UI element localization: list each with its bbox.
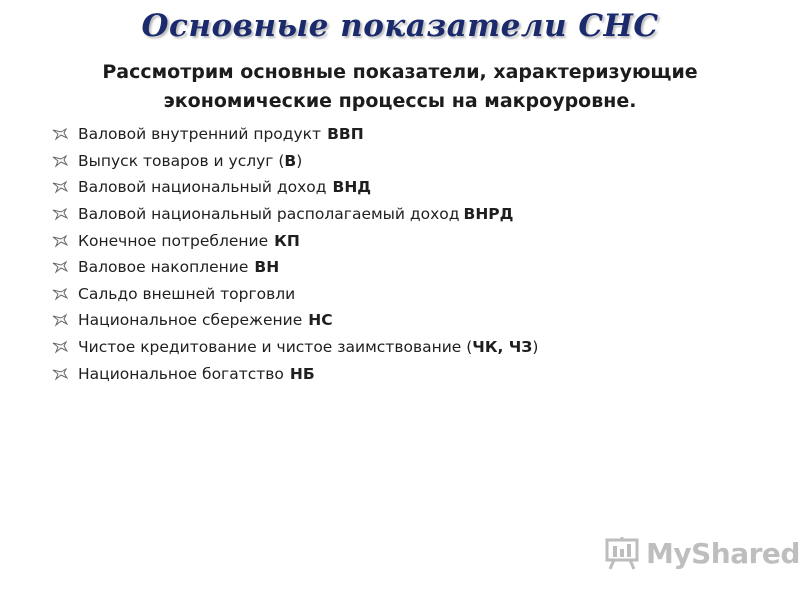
list-item xyxy=(52,281,772,308)
list-item-tail: ) xyxy=(296,151,303,170)
list-item-tail: ) xyxy=(532,338,539,357)
watermark-logo xyxy=(604,536,800,570)
list-item-abbr: ВВП xyxy=(327,125,364,144)
list-item xyxy=(52,227,772,254)
dove-icon xyxy=(52,233,68,249)
list-item-abbr: В xyxy=(284,151,297,170)
list-item-text: Национальное богатство xyxy=(78,364,284,383)
list-item-text: Валовой внутренний продукт xyxy=(78,125,322,144)
dove-icon xyxy=(52,126,68,142)
list-item-text: Валовой национальный доход xyxy=(78,178,327,197)
list-item-abbr: ВНД xyxy=(332,178,372,197)
slide-title: Основные показатели СНС xyxy=(141,8,659,44)
dove-icon xyxy=(52,286,68,302)
dove-icon xyxy=(52,312,68,328)
list-item-text: Выпуск товаров и услуг ( xyxy=(78,151,285,170)
dove-icon xyxy=(52,339,68,355)
list-item-text: Сальдо внешней торговли xyxy=(78,284,296,303)
list-item-abbr: НБ xyxy=(289,364,315,383)
list-item xyxy=(52,360,772,387)
list-item-abbr: ЧК, ЧЗ xyxy=(472,338,533,357)
list-item-abbr: ВН xyxy=(254,258,280,277)
list-item-text: Валовое накопление xyxy=(78,258,249,277)
subtitle-line-2: экономические процессы на макроуровне. xyxy=(163,90,637,112)
subtitle-line-1: Рассмотрим основные показатели, характеризующие xyxy=(102,61,698,83)
list-item xyxy=(52,121,772,148)
list-item xyxy=(52,174,772,201)
indicator-list xyxy=(52,121,772,387)
list-item xyxy=(52,307,772,334)
presentation-board-icon xyxy=(604,536,642,570)
dove-icon xyxy=(52,259,68,275)
list-item-text: Конечное потребление xyxy=(78,231,269,250)
dove-icon xyxy=(52,206,68,222)
dove-icon xyxy=(52,366,68,382)
list-item-abbr: ВНРД xyxy=(463,205,514,224)
list-item xyxy=(52,148,772,175)
list-item-text: Валовой национальный располагаемый доход xyxy=(78,205,460,224)
list-item xyxy=(52,334,772,361)
dove-icon xyxy=(52,179,68,195)
list-item-text: Национальное сбережение xyxy=(78,311,303,330)
slide-subtitle xyxy=(0,58,800,116)
list-item-abbr: КП xyxy=(274,231,300,250)
watermark-text: MyShared xyxy=(646,536,800,570)
list-item xyxy=(52,254,772,281)
list-item-abbr: НС xyxy=(308,311,333,330)
list-item xyxy=(52,201,772,228)
dove-icon xyxy=(52,153,68,169)
list-item-text: Чистое кредитование и чистое заимствование ( xyxy=(78,338,473,357)
